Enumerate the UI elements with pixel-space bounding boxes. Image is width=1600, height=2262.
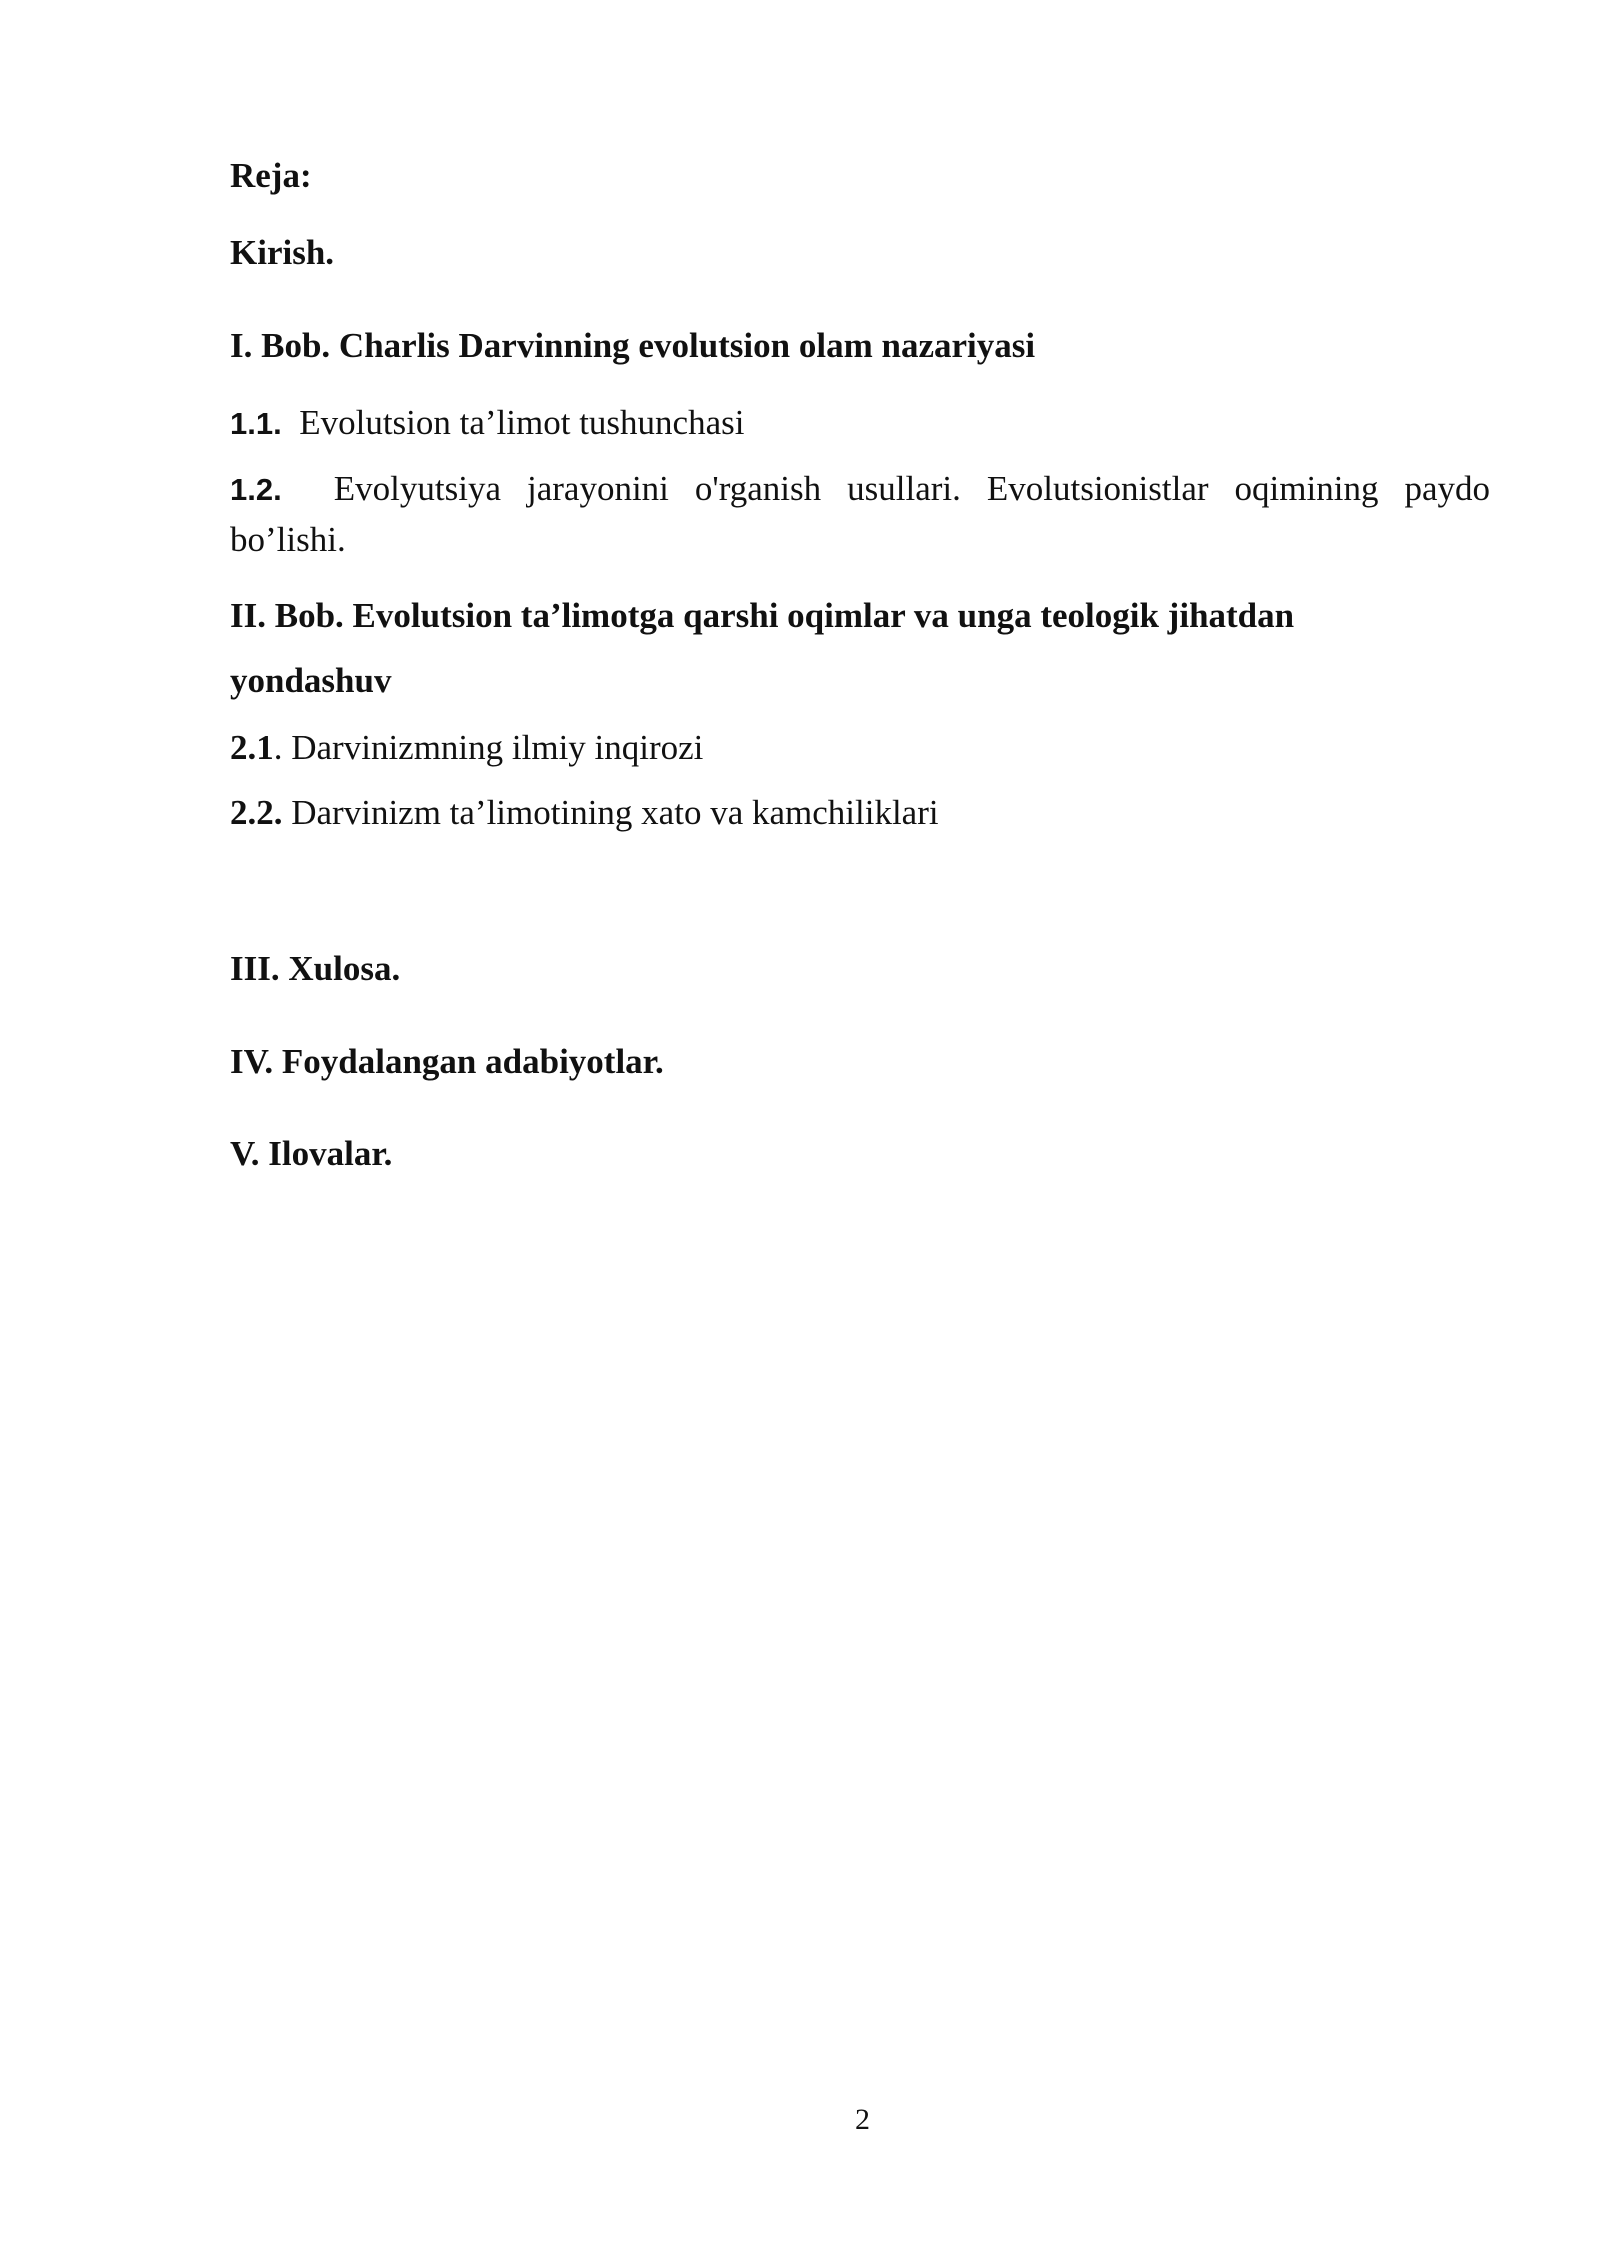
- chapter-2-title-line-2: yondashuv: [230, 661, 392, 700]
- section-number: 1.2.: [230, 472, 282, 507]
- section-title: Evolutsion ta’limot tushunchasi: [299, 403, 745, 442]
- toc-item-1-1: [230, 397, 744, 450]
- section-number: 1.1.: [230, 406, 282, 441]
- toc-appendix: V. Ilovalar.: [230, 1134, 393, 1173]
- section-number: 2.2.: [230, 793, 283, 832]
- toc-item-2-1: [230, 722, 703, 774]
- section-title: Evolyutsiya jarayonini o'rganish usullari. Evolutsionistlar oqimining paydo: [333, 469, 1491, 508]
- chapter-2-title-line-1: II. Bob. Evolutsion ta’limotga qarshi oqimlar va unga teologik jihatdan: [230, 596, 1295, 635]
- toc-item-2-2: [230, 787, 939, 839]
- page-number: 2: [855, 2103, 870, 2136]
- toc-intro: Kirish.: [230, 233, 335, 272]
- toc-item-1-2-line-2: bo’lishi.: [230, 520, 346, 559]
- section-number: 2.1: [230, 728, 274, 767]
- toc-heading: Reja:: [230, 156, 312, 195]
- section-title: . Darvinizmning ilmiy inqirozi: [273, 728, 704, 767]
- chapter-1-title: I. Bob. Charlis Darvinning evolutsion olam nazariyasi: [230, 326, 1036, 365]
- toc-item-1-2-line-1: [230, 463, 1490, 516]
- toc-conclusion: III. Xulosa.: [230, 949, 401, 988]
- toc-references: IV. Foydalangan adabiyotlar.: [230, 1042, 664, 1081]
- section-title: Darvinizm ta’limotining xato va kamchiliklari: [282, 793, 939, 832]
